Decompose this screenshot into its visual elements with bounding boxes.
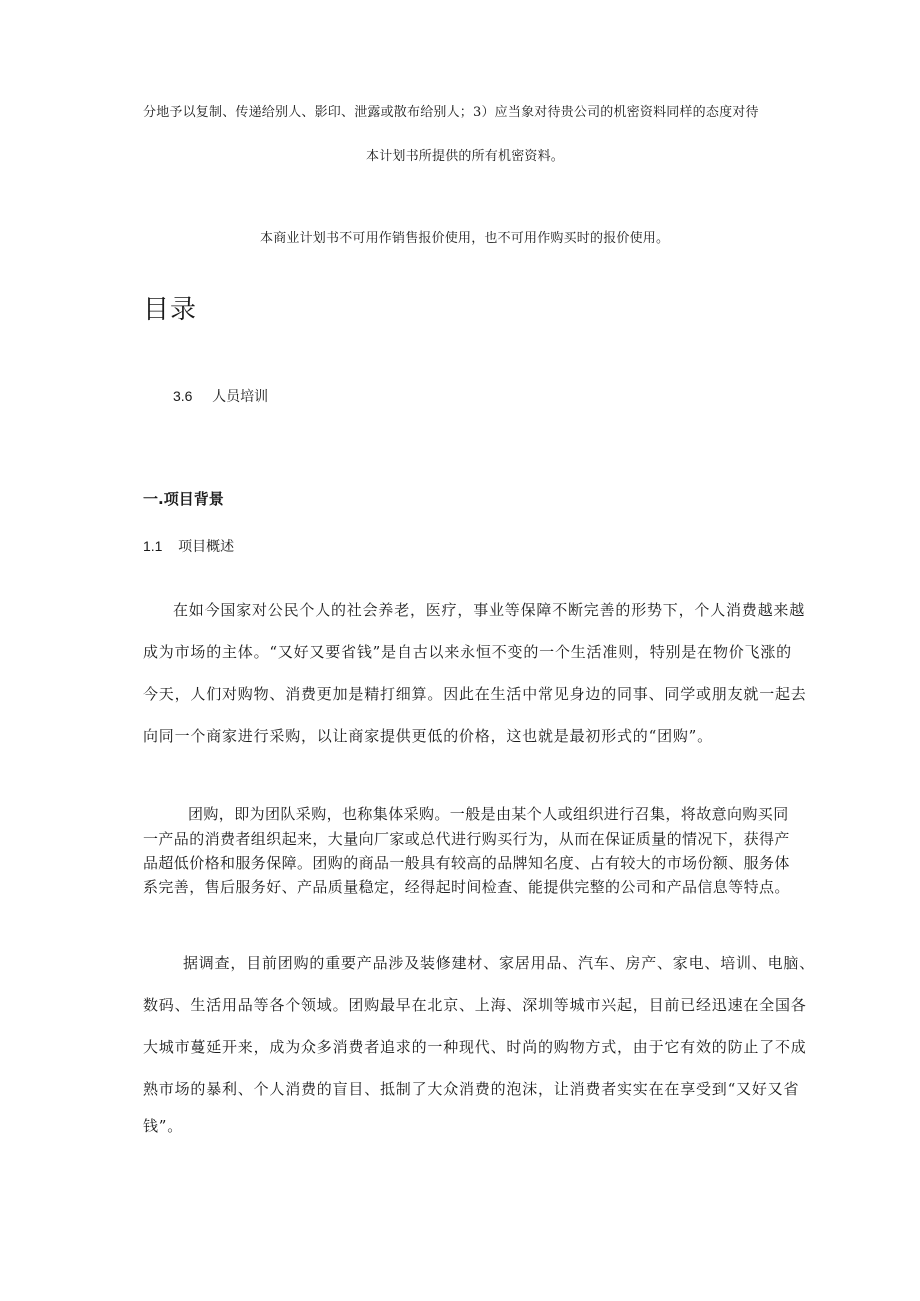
confidentiality-line-1: 分地予以复制、传递给别人、影印、泄露或散布给别人；3）应当象对待贵公司的机密资料同样的态度对待	[143, 105, 759, 120]
paragraph-1-line: 向同一个商家进行采购，以让商家提供更低的价格，这也就是最初形式的“团购”。	[143, 727, 713, 745]
toc-item-label: 人员培训	[212, 389, 269, 405]
paragraph-1-line: 在如今国家对公民个人的社会养老，医疗，事业等保障不断完善的形势下，个人消费越来越	[173, 601, 806, 619]
paragraph-2-line: 品超低价格和服务保障。团购的商品一般具有较高的品牌知名度、占有较大的市场份额、服务体	[143, 854, 790, 872]
toc-item-number: 3.6	[173, 388, 193, 404]
paragraph-3-line: 熟市场的暴利、个人消费的盲目、抵制了大众消费的泡沫，让消费者实实在在享受到“又好又省	[143, 1080, 800, 1098]
paragraph-3-line: 大城市蔓延开来，成为众多消费者追求的一种现代、时尚的购物方式，由于它有效的防止了不成	[143, 1038, 807, 1056]
paragraph-3-line: 钱”。	[143, 1117, 184, 1135]
confidentiality-line-2: 本计划书所提供的所有机密资料。	[366, 149, 565, 164]
paragraph-1-line: 今天，人们对购物、消费更加是精打细算。因此在生活中常见身边的同事、同学或朋友就一起去	[143, 685, 807, 703]
toc-item[interactable]	[173, 386, 268, 406]
subsection-heading	[143, 536, 234, 556]
paragraph-2-line: 一产品的消费者组织起来，大量向厂家或总代进行购买行为，从而在保证质量的情况下，获得产	[143, 830, 790, 848]
subsection-number: 1.1	[143, 538, 163, 554]
paragraph-1-line: 成为市场的主体。“又好又要省钱”是自古以来永恒不变的一个生活准则，特别是在物价飞涨的	[143, 643, 792, 661]
paragraph-3-line: 数码、生活用品等各个领域。团购最早在北京、上海、深圳等城市兴起，目前已经迅速在全国各	[143, 996, 807, 1014]
subsection-label: 项目概述	[178, 539, 235, 555]
usage-notice: 本商业计划书不可用作销售报价使用，也不可用作购买时的报价使用。	[260, 231, 670, 246]
paragraph-2-line: 系完善，售后服务好、产品质量稳定，经得起时间检查、能提供完整的公司和产品信息等特点。	[143, 878, 790, 896]
paragraph-3-line: 据调查，目前团购的重要产品涉及装修建材、家居用品、汽车、房产、家电、培训、电脑、	[183, 954, 816, 972]
paragraph-2-line: 团购，即为团队采购，也称集体采购。一般是由某个人或组织进行召集，将故意向购买同	[188, 805, 789, 823]
section-heading: 一.项目背景	[143, 490, 224, 508]
toc-title: 目录	[143, 295, 198, 325]
